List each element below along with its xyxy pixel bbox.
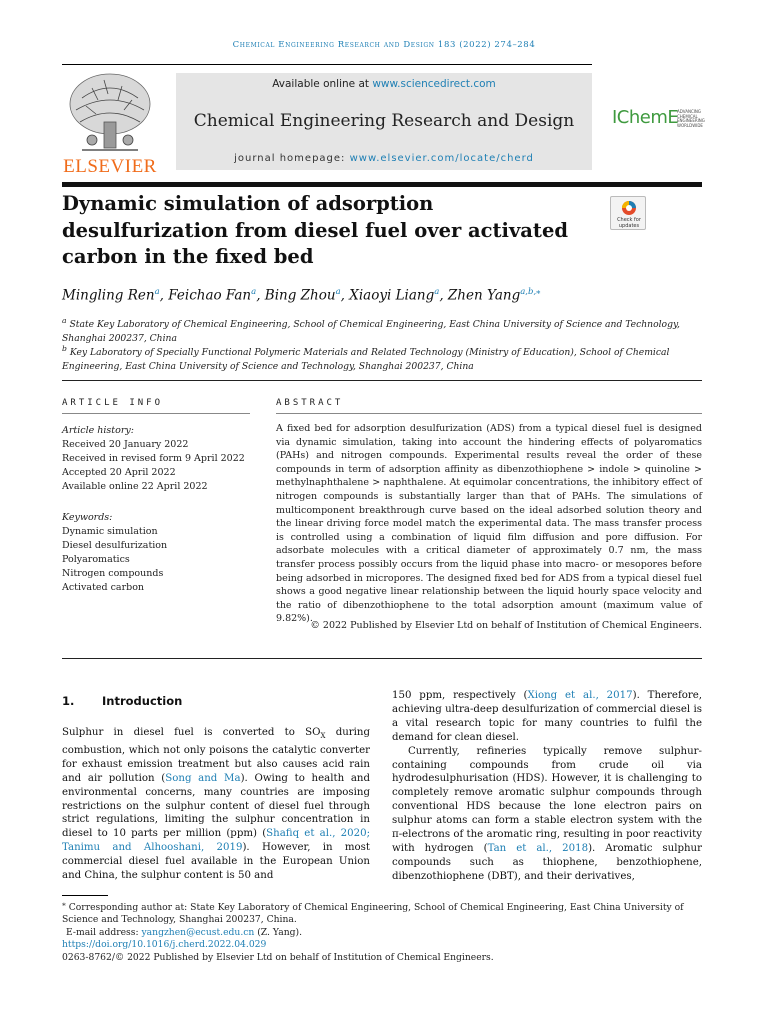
text-run: ). Owing to health and environmental concerns, many countries are imposing restrictions on the sulphur content of diesel fuel through strict regulations, limiting the sulphur concentration in diesel to 10 parts per million (ppm) ( — [62, 772, 371, 840]
keywords-label: Keywords: — [62, 512, 113, 523]
body-divider — [62, 658, 702, 659]
author-name[interactable]: Zhen Yang — [447, 287, 521, 304]
history-item: Available online 22 April 2022 — [62, 481, 208, 492]
author-sup[interactable]: a — [434, 287, 440, 297]
article-info-heading: ARTICLE INFO — [62, 398, 164, 408]
footnote-marker: ⁎ — [62, 899, 66, 908]
history-item: Accepted 20 April 2022 — [62, 467, 176, 478]
corresponding-author-note — [62, 898, 702, 927]
keyword-item: Diesel desulfurization — [62, 540, 168, 551]
abstract-copyright: © 2022 Published by Elsevier Ltd on behalf of Institution of Chemical Engineers. — [310, 620, 702, 631]
keyword-item: Polyaromatics — [62, 554, 130, 565]
sciencedirect-link[interactable]: www.sciencedirect.com — [372, 78, 496, 90]
citation-link[interactable]: Shafiq et al., 2020; Tanimu and Alhooshani, 2019 — [62, 828, 371, 854]
available-online — [176, 78, 592, 90]
section-number: 1. — [62, 694, 75, 708]
text-run: ). Aromatic sulphur compounds such as thiophene, benzothiophene, dibenzothiophene (DBT), and their derivatives, — [392, 842, 702, 882]
history-label: Article history: — [62, 425, 134, 436]
affiliation-text: Key Laboratory of Specially Functional Polymeric Materials and Related Technology (Ministry of Education), School of Chemical Engineering, East China University of Science and Technology, Shanghai 200237, China — [62, 347, 670, 373]
author-name[interactable]: Bing Zhou — [264, 287, 336, 304]
section-title: Introduction — [102, 694, 183, 708]
available-prefix: Available online at — [272, 78, 373, 90]
check-for-updates-label: Check for updates — [617, 217, 641, 229]
subscript: X — [320, 732, 326, 741]
doi-link[interactable]: https://doi.org/10.1016/j.cherd.2022.04.029 — [62, 939, 267, 951]
author-list: Mingling Ren$^a$, Feichao Fan$^a$, Bing Zhou$^a$, Xiaoyi Liang$^a$, Zhen Yang$^{a,b,⁎}$ — [62, 287, 541, 304]
check-for-updates-badge[interactable] — [610, 196, 646, 230]
intro-left-column — [62, 726, 370, 883]
intro-right-column — [392, 689, 702, 884]
elsevier-wordmark: ELSEVIER — [63, 156, 157, 177]
icheme-logo: IChemE — [612, 107, 679, 128]
email-suffix: (Z. Yang). — [254, 926, 302, 938]
affiliation-sup: b — [62, 344, 67, 353]
text-run: Sulphur in diesel fuel is converted to SO — [62, 727, 321, 738]
journal-title: Chemical Engineering Research and Design — [193, 111, 575, 131]
citation-link[interactable]: Xiong et al., 2017 — [527, 690, 633, 701]
keyword-item: Dynamic simulation — [62, 526, 158, 537]
email-link[interactable]: yangzhen@ecust.edu.cn — [141, 926, 255, 938]
affiliation-text: State Key Laboratory of Chemical Engineering, School of Chemical Engineering, East China University of Science and Technology, Shanghai 200237, China — [62, 319, 680, 345]
homepage-prefix: journal homepage: — [234, 153, 350, 164]
citation-link[interactable]: Tan et al., 2018 — [487, 842, 589, 854]
author-sup[interactable]: a,b,⁎ — [520, 287, 541, 297]
article-info-rule — [62, 413, 250, 414]
author-sup[interactable]: a — [154, 287, 160, 297]
author-name[interactable]: Feichao Fan — [168, 287, 252, 304]
running-head: Chemical Engineering Research and Design 183 (2022) 274–284 — [232, 40, 536, 50]
author-name[interactable]: Xiaoyi Liang — [349, 287, 435, 304]
affiliation-sup: a — [62, 316, 67, 325]
affiliation-b — [62, 342, 702, 374]
icheme-tagline: ADVANCING CHEMICAL ENGINEERING WORLDWIDE — [677, 109, 705, 128]
section-heading-introduction — [62, 694, 182, 708]
paragraph — [392, 745, 702, 884]
footnote-rule — [62, 895, 108, 896]
keyword-item: Activated carbon — [62, 582, 145, 593]
elsevier-tree-logo — [62, 70, 158, 156]
text-run: ). However, in most commercial diesel fuel available in the European Union and China, the sulphur content is 50 and — [62, 842, 370, 882]
history-item: Received 20 January 2022 — [62, 439, 189, 450]
author-name[interactable]: Mingling Ren — [62, 287, 155, 304]
text-run: Currently, refineries typically remove sulphur-containing compounds from crude oil via hydrodesulphurisation (HDS). However, it is challenging to completely remove aromatic sulphur compounds through conventional HDS because the lone electron pairs on sulphur atoms can form a stable electron system with the π-electrons of the aromatic ring, resulting in poor reactivity with hydrogen ( — [392, 745, 702, 854]
text-run: ). Therefore, achieving ultra-deep desulfurization of commercial diesel is a vital research topic for many countries to fulfil the demand for clean diesel. — [392, 690, 702, 743]
keywords — [62, 511, 262, 595]
footnote — [62, 898, 702, 964]
email-label: E-mail address: — [66, 926, 142, 938]
abstract-heading: ABSTRACT — [276, 398, 344, 408]
text-run: during combustion, which not only poisons the catalytic converter for exhaust emission treatment but also causes acid rain and air pollution ( — [62, 727, 370, 784]
section-divider — [62, 380, 702, 381]
email-line — [62, 927, 702, 939]
article-history — [62, 424, 262, 494]
paragraph — [392, 689, 702, 745]
citation-link[interactable]: Song and Ma — [165, 772, 241, 784]
history-item: Received in revised form 9 April 2022 — [62, 453, 245, 464]
author-sup[interactable]: a — [335, 287, 341, 297]
journal-homepage — [176, 153, 592, 164]
header-thick-rule — [62, 182, 702, 187]
text-run: 150 ppm, respectively ( — [392, 690, 528, 701]
corresponding-text: Corresponding author at: State Key Laboratory of Chemical Engineering, School of Chemical Engineering, East China University of Science and Technology, Shanghai 200237, China. — [62, 902, 684, 926]
header-divider — [62, 64, 592, 65]
abstract-text: A fixed bed for adsorption desulfurization (ADS) from a typical diesel fuel is designed via dynamic simulation, taking into account the hindering effects of polyaromatics (PAHs) and nitrogen compounds. Experimental results reveal the order of these compounds in term of adsorption affinity as dibenzothiophene > indole > quinoline > methylnaphthalene > naphthalene. At equimolar concentrations, the inhibitory effect of nitrogen compounds is substantially larger than that of PAHs. The simulations of multicomponent breakthrough curve based on the ideal adsorbed solution theory and the linear driving force model match the experimental data. The mass transfer process is controlled using a combination of liquid film diffusion and pore diffusion. For adsorbate molecules with a critical diameter of approximately 0.7 nm, the mass transfer process possibly occurs from the liquid phase into macro- or mesopores before being adsorbed in micropores. The designed fixed bed for ADS from a typical diesel fuel shows a good negative linear relationship between the liquid hourly space velocity and the ratio of dibenzothiophene to the total adsorption amount (maximum value of 9.82%). — [276, 423, 702, 625]
article-title: Dynamic simulation of adsorption desulfurization from diesel fuel over activated carbon in the fixed bed — [62, 192, 568, 268]
issn-line: 0263-8762/© 2022 Published by Elsevier Ltd on behalf of Institution of Chemical Engineers. — [62, 951, 494, 963]
author-sup[interactable]: a — [251, 287, 257, 297]
journal-homepage-link[interactable]: www.elsevier.com/locate/cherd — [349, 153, 534, 164]
abstract-rule — [276, 413, 702, 414]
keyword-item: Nitrogen compounds — [62, 568, 164, 579]
